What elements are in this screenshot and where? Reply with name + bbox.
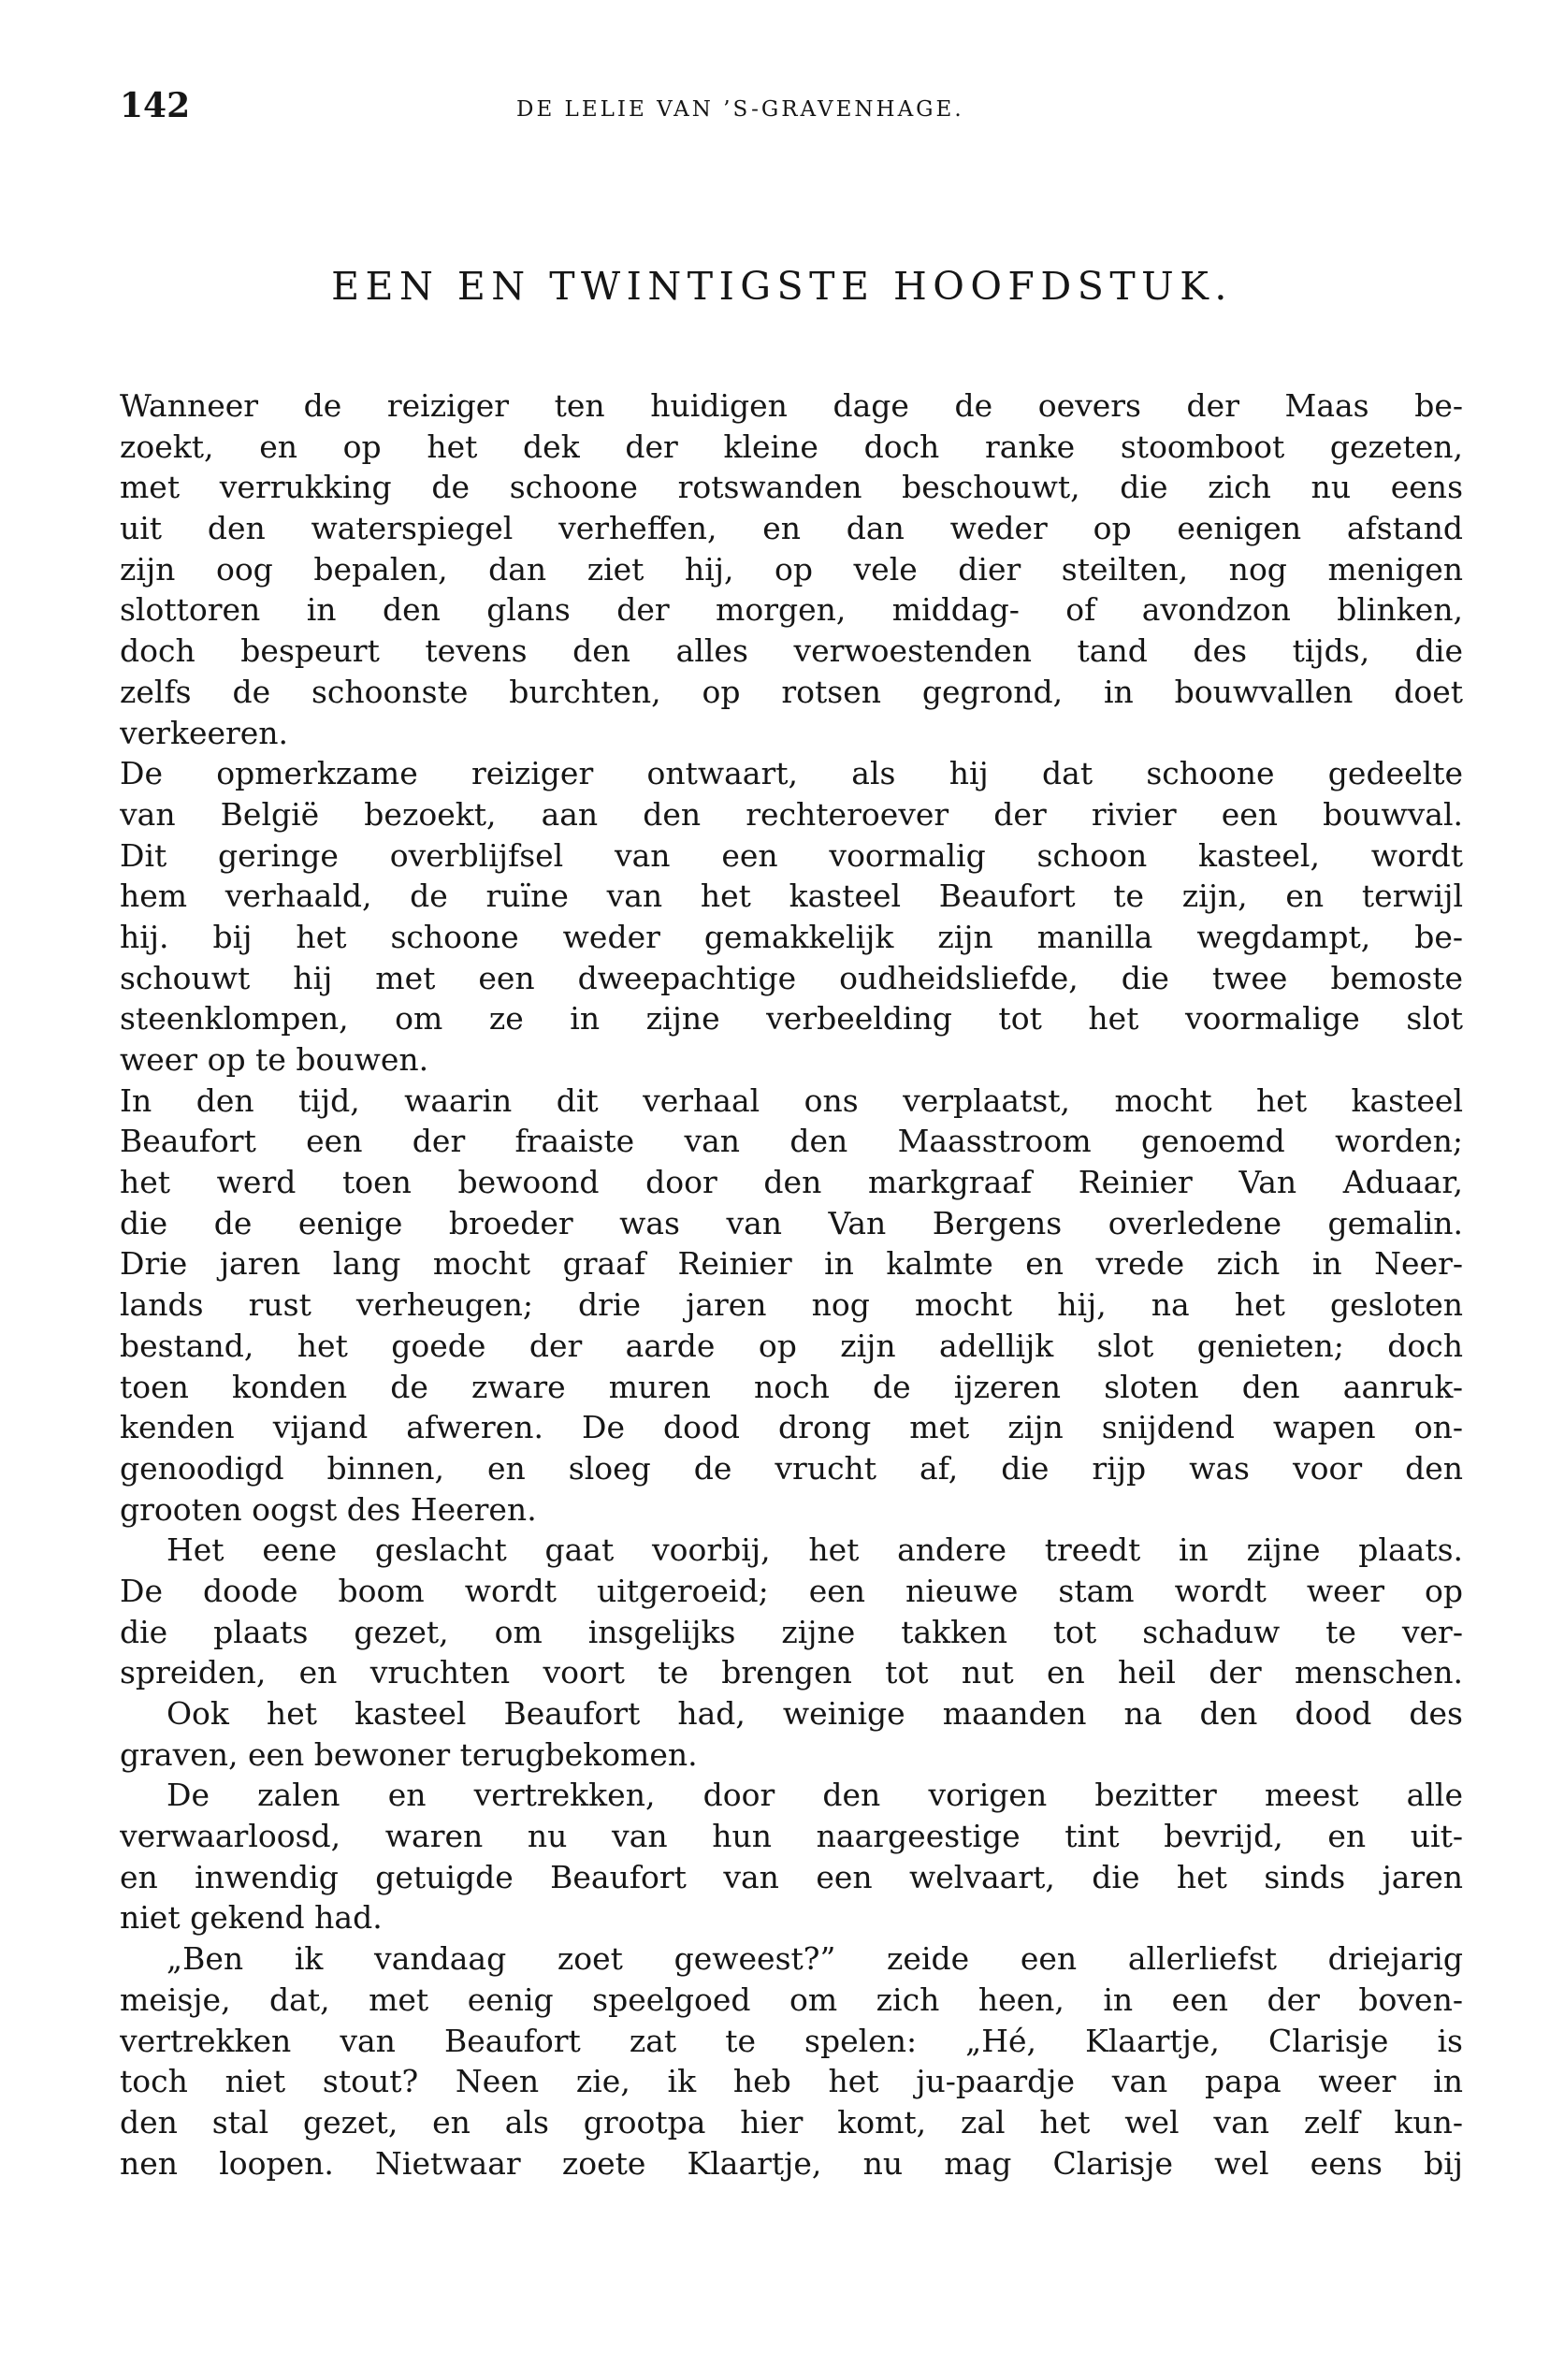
text-line: het werd toen bewoond door den markgraaf Reinier Van Aduaar, [120, 1164, 1463, 1201]
text-line: zelfs de schoonste burchten, op rotsen gegrond, in bouwvallen doet [120, 673, 1463, 710]
text-line: die de eenige broeder was van Van Bergens overledene gemalin. [120, 1204, 1463, 1241]
text-line: weer op te bouwen. [120, 1041, 429, 1078]
text-line: uit den waterspiegel verheffen, en dan weder op eenigen afstand [120, 510, 1463, 547]
text-line: bestand, het goede der aarde op zijn adellijk slot genieten; doch [120, 1327, 1463, 1364]
text-line: De opmerkzame reiziger ontwaart, als hij dat schoone gedeelte [120, 755, 1463, 792]
text-line: van België bezoekt, aan den rechteroever der rivier een bouwval. [120, 795, 1463, 833]
text-line: schouwt hij met een dweepachtige oudheidsliefde, die twee bemoste [120, 959, 1463, 996]
text-line: „Ben ik vandaag zoet geweest?” zeide een allerliefst driejarig [167, 1940, 1463, 1978]
text-line: De zalen en vertrekken, door den vorigen bezitter meest alle [167, 1777, 1463, 1814]
text-line: De doode boom wordt uitgeroeid; een nieuwe stam wordt weer op [120, 1572, 1463, 1609]
text-line: verwaarloosd, waren nu van hun naargeestige tint bevrijd, en uit- [120, 1818, 1463, 1855]
text-line: doch bespeurt tevens den alles verwoestenden tand des tijds, die [120, 632, 1463, 670]
text-line: graven, een bewoner terugbekomen. [120, 1735, 698, 1773]
text-line: Het eene geslacht gaat voorbij, het andere treedt in zijne plaats. [167, 1531, 1463, 1569]
running-title: DE LELIE VAN ’S-GRAVENHAGE. [516, 97, 964, 122]
text-line: die plaats gezet, om insgelijks zijne takken tot schaduw te ver- [120, 1613, 1463, 1650]
page-number: 142 [120, 86, 191, 125]
text-line: verkeeren. [120, 714, 289, 751]
text-line: zijn oog bepalen, dan ziet hij, op vele dier steilten, nog menigen [120, 550, 1463, 588]
text-line: slottoren in den glans der morgen, middag- of avondzon blinken, [120, 591, 1463, 629]
text-line: hem verhaald, de ruïne van het kasteel Beaufort te zijn, en terwijl [120, 878, 1463, 915]
body-text [120, 385, 1463, 2184]
text-line: steenklompen, om ze in zijne verbeelding tot het voormalige slot [120, 1000, 1463, 1038]
text-line: hij. bij het schoone weder gemakkelijk zijn manilla wegdampt, be- [120, 918, 1463, 955]
text-line: nen loopen. Nietwaar zoete Klaartje, nu mag Clarisje wel eens bij [120, 2144, 1463, 2182]
text-line: zoekt, en op het dek der kleine doch ranke stoomboot gezeten, [120, 428, 1463, 465]
text-line: Wanneer de reiziger ten huidigen dage de oevers der Maas be- [120, 387, 1463, 424]
running-head [120, 86, 1463, 133]
text-line: In den tijd, waarin dit verhaal ons verplaatst, mocht het kasteel [120, 1081, 1463, 1119]
text-line: vertrekken van Beaufort zat te spelen: „Hé, Klaartje, Clarisje is [120, 2022, 1463, 2059]
text-line: meisje, dat, met eenig speelgoed om zich heen, in een der boven- [120, 1981, 1463, 2018]
text-line: toch niet stout? Neen zie, ik heb het ju-paardje van papa weer in [120, 2063, 1463, 2100]
text-line: Drie jaren lang mocht graaf Reinier in kalmte en vrede zich in Neer- [120, 1245, 1463, 1283]
text-line: kenden vijand afweren. De dood drong met zijn snijdend wapen on- [120, 1409, 1463, 1446]
text-line: toen konden de zware muren noch de ijzeren sloten den aanruk- [120, 1368, 1463, 1405]
text-line: Dit geringe overblijfsel van een voormalig schoon kasteel, wordt [120, 836, 1463, 874]
text-line: niet gekend had. [120, 1899, 383, 1937]
text-line: lands rust verheugen; drie jaren nog mocht hij, na het gesloten [120, 1286, 1463, 1324]
text-line: genoodigd binnen, en sloeg de vrucht af, die rijp was voor den [120, 1449, 1463, 1487]
text-line: met verrukking de schoone rotswanden beschouwt, die zich nu eens [120, 469, 1463, 506]
text-line: Ook het kasteel Beaufort had, weinige maanden na den dood des [167, 1695, 1463, 1732]
chapter-title: EEN EN TWINTIGSTE HOOFDSTUK. [331, 264, 1233, 309]
text-line: Beaufort een der fraaiste van den Maasstroom genoemd worden; [120, 1123, 1463, 1160]
text-line: grooten oogst des Heeren. [120, 1490, 537, 1528]
text-line: den stal gezet, en als grootpa hier komt, zal het wel van zelf kun- [120, 2103, 1463, 2141]
text-line: spreiden, en vruchten voort te brengen tot nut en heil der menschen. [120, 1654, 1463, 1691]
text-line: en inwendig getuigde Beaufort van een welvaart, die het sinds jaren [120, 1858, 1463, 1895]
